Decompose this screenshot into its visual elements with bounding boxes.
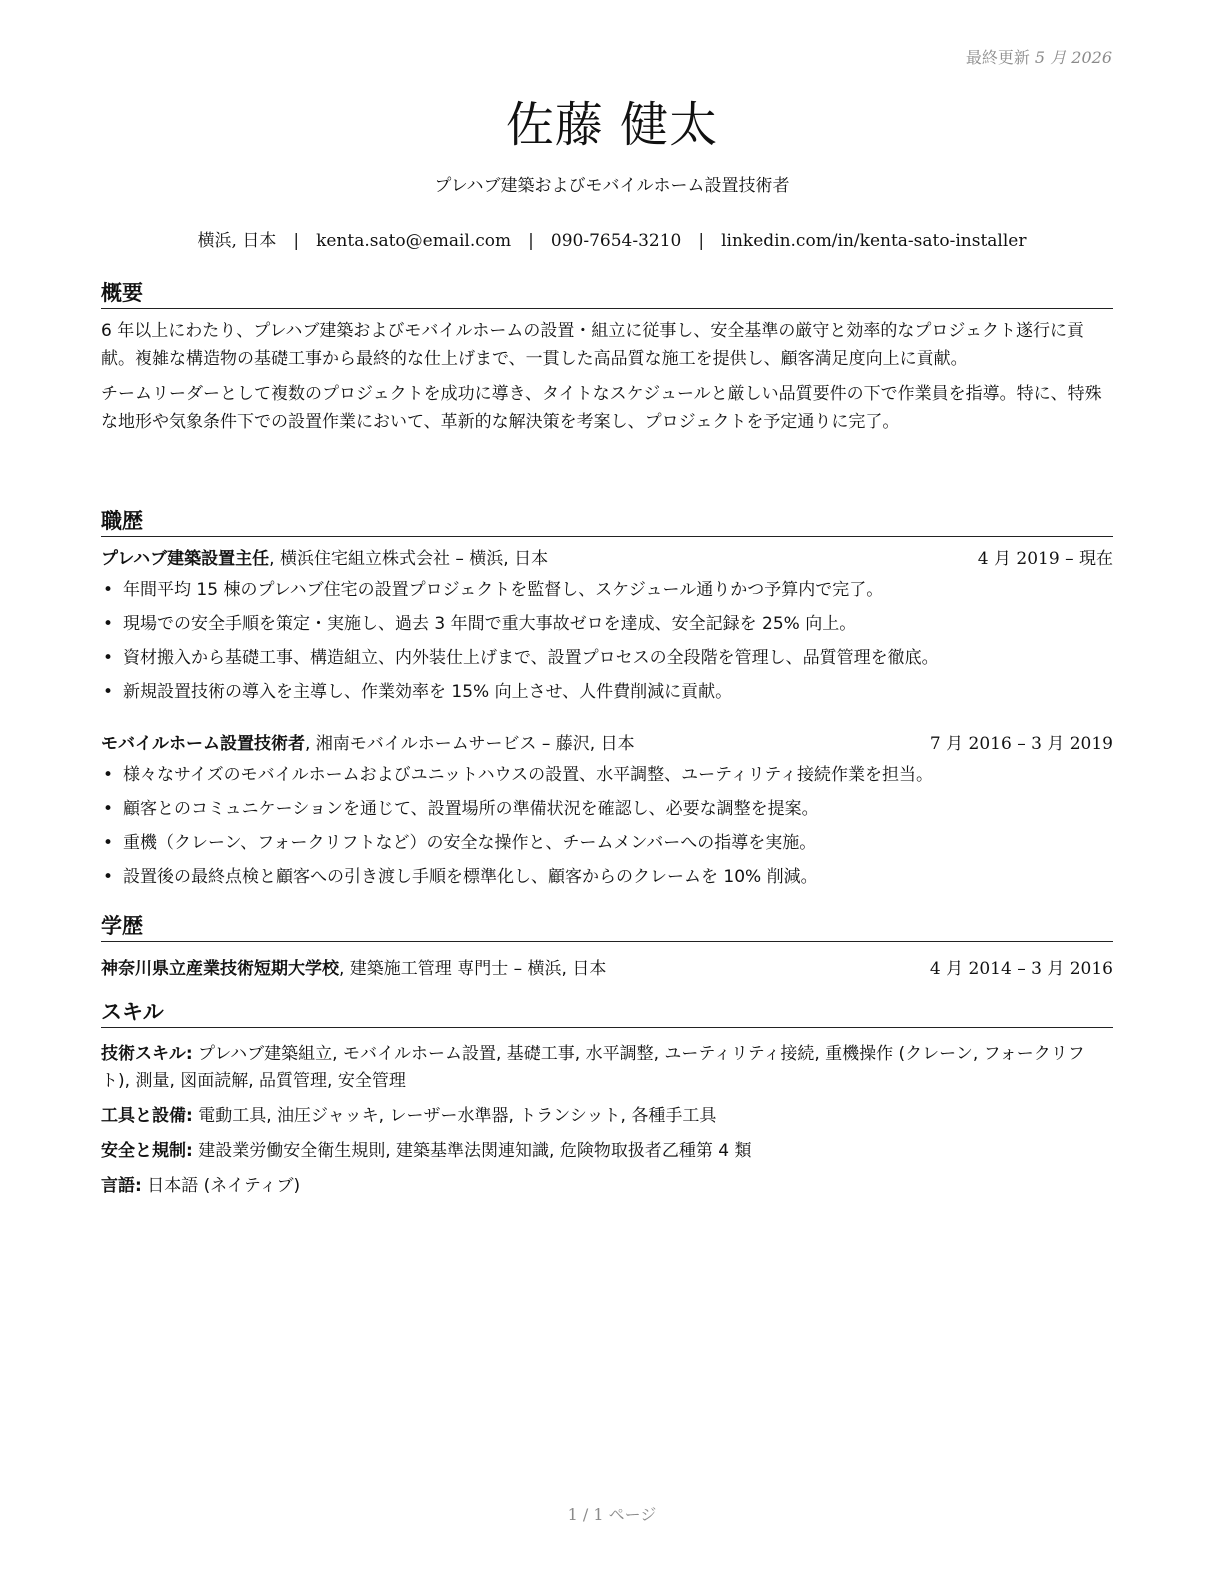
skill-row (101, 1138, 1113, 1165)
school-name: 神奈川県立産業技術短期大学校 (101, 959, 339, 979)
job-bullets (101, 573, 1113, 709)
job-role: プレハブ建築設置主任 (101, 549, 270, 569)
degree-detail: , 建築施工管理 専門士 – 横浜, 日本 (339, 959, 607, 979)
contact-separator: | (293, 231, 300, 251)
skill-label: 言語: (101, 1176, 142, 1196)
contact-location: 横浜, 日本 (197, 231, 277, 251)
skill-value: 建設業労働安全衛生規則, 建築基準法関連知識, 危険物取扱者乙種第 4 類 (192, 1141, 752, 1161)
list-item: • 現場での安全手順を策定・実施し、過去 3 年間で重大事故ゼロを達成、安全記録を 25% 向上。 (101, 607, 1113, 641)
skill-row (101, 1103, 1113, 1130)
skill-value: プレハブ建築組立, モバイルホーム設置, 基礎工事, 水平調整, ユーティリティ接続, 重機操作 (クレーン, フォークリフト), 測量, 図面読解, 品質管理, 安全管理 (101, 1044, 1085, 1091)
list-item: • 年間平均 15 棟のプレハブ住宅の設置プロジェクトを監督し、スケジュール通りかつ予算内で完了。 (101, 573, 1113, 607)
education-entry-header (101, 956, 1113, 983)
page-indicator: 1 / 1 ページ (567, 1505, 657, 1524)
job-bullets (101, 758, 1113, 894)
skill-label: 工具と設備: (101, 1106, 193, 1126)
contact-line (0, 226, 1224, 251)
skill-row (101, 1041, 1113, 1095)
job-org: , 湘南モバイルホームサービス – 藤沢, 日本 (305, 734, 635, 754)
summary-paragraph: 6 年以上にわたり、プレハブ建築およびモバイルホームの設置・組立に従事し、安全基準の厳守と効率的なプロジェクト遂行に貢献。複雑な構造物の基礎工事から最終的な仕上げまで、一貫した高品質な施工を提供し、顧客満足度向上に貢献。 (101, 321, 1085, 369)
education-heading: 学歴 (101, 910, 1113, 942)
job-entry-header (101, 546, 1113, 573)
contact-linkedin[interactable]: linkedin.com/in/kenta-sato-installer (721, 231, 1027, 251)
last-updated (966, 45, 1112, 68)
job-dates: 7 月 2016 – 3 月 2019 (929, 734, 1113, 754)
contact-phone: 090-7654-3210 (550, 231, 682, 251)
contact-email[interactable]: kenta.sato@email.com (316, 231, 512, 251)
list-item: • 新規設置技術の導入を主導し、作業効率を 15% 向上させ、人件費削減に貢献。 (101, 675, 1113, 709)
skill-row (101, 1173, 1113, 1200)
list-item: • 設置後の最終点検と顧客への引き渡し手順を標準化し、顧客からのクレームを 10% 削減。 (101, 860, 1113, 894)
job-role: モバイルホーム設置技術者 (101, 734, 305, 754)
list-item: • 重機（クレーン、フォークリフトなど）の安全な操作と、チームメンバーへの指導を実施。 (101, 826, 1113, 860)
skills-section (101, 996, 1113, 1200)
summary-section (101, 277, 1113, 436)
contact-separator: | (698, 231, 705, 251)
summary-heading: 概要 (101, 277, 1113, 309)
experience-section (101, 505, 1113, 894)
skill-label: 技術スキル: (101, 1044, 193, 1064)
last-updated-date: 5 月 2026 (1034, 48, 1112, 67)
skill-label: 安全と規制: (101, 1141, 193, 1161)
list-item: • 資材搬入から基礎工事、構造組立、内外装仕上げまで、設置プロセスの全段階を管理し、品質管理を徹底。 (101, 641, 1113, 675)
list-item: • 顧客とのコミュニケーションを通じて、設置場所の準備状況を確認し、必要な調整を提案。 (101, 792, 1113, 826)
job-title: プレハブ建築およびモバイルホーム設置技術者 (434, 176, 790, 196)
list-item: • 様々なサイズのモバイルホームおよびユニットハウスの設置、水平調整、ユーティリティ接続作業を担当。 (101, 758, 1113, 792)
skills-heading: スキル (101, 996, 1113, 1028)
skill-value: 日本語 (ネイティブ) (141, 1176, 301, 1196)
summary-paragraph: チームリーダーとして複数のプロジェクトを成功に導き、タイトなスケジュールと厳しい品質要件の下で作業員を指導。特に、特殊な地形や気象条件下での設置作業において、革新的な解決策を考案し、プロジェクトを予定通りに完了。 (101, 384, 1102, 432)
skill-value: 電動工具, 油圧ジャッキ, レーザー水準器, トランシット, 各種手工具 (192, 1106, 717, 1126)
education-dates: 4 月 2014 – 3 月 2016 (929, 959, 1113, 979)
last-updated-label: 最終更新 (965, 48, 1030, 67)
candidate-name: 佐藤 健太 (505, 97, 719, 153)
job-entry-header (101, 731, 1113, 758)
job-dates: 4 月 2019 – 現在 (977, 549, 1113, 569)
experience-heading: 職歴 (101, 505, 1113, 537)
contact-separator: | (528, 231, 534, 251)
job-org: , 横浜住宅組立株式会社 – 横浜, 日本 (269, 549, 549, 569)
education-section (101, 910, 1113, 983)
